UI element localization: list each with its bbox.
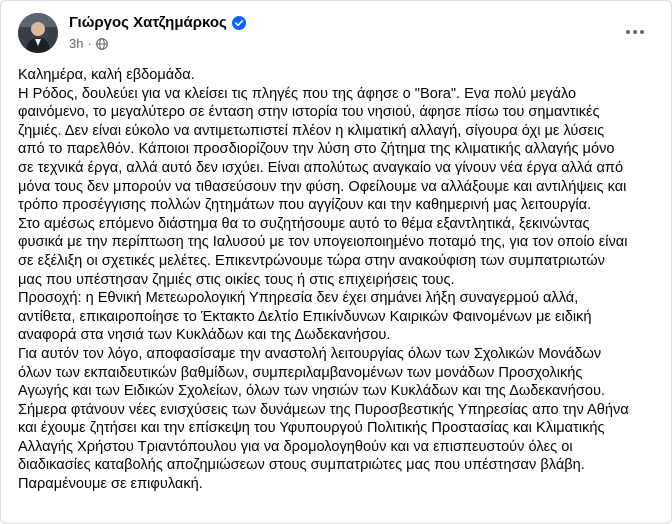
globe-icon[interactable]	[96, 38, 108, 50]
post-line: όλων των εκπαιδευτικών βαθμίδων, συμπεριλαμβανομένων των μονάδων Προσχολικής	[18, 364, 583, 381]
post-line: από το παρελθόν. Κάποιοι προσδιορίζουν την λύση στο ζήτημα της κλιματικής αλλαγής μόνο	[18, 141, 615, 158]
post-line: Αγωγής και των Ειδικών Σχολείων, όλων των νησιών των Κυκλάδων και της Δωδεκανήσου.	[18, 383, 605, 400]
more-horizontal-icon	[625, 29, 645, 35]
post-line: Στο αμέσως επόμενο διάστημα θα το συζητήσουμε αυτό το θέμα εξαντλητικά, ξεκινώντας	[18, 215, 590, 232]
post-line: και έχουμε ζητήσει και την επίσκεψη του Υφυπουργού Πολιτικής Προστασίας και Κλιματικής	[18, 420, 605, 437]
post-line: τρόπο προσέγγισης πολλών ζητημάτων που αγγίζουν και την καθημερινή μας λειτουργία.	[18, 197, 592, 214]
post-message	[18, 66, 666, 494]
post-line: αντίθετα, επικαιροποίησε το Έκτακτο Δελτίο Επικίνδυνων Καιρικών Φαινομένων με ειδική	[18, 308, 592, 325]
more-options-button[interactable]	[620, 17, 650, 47]
verified-badge-icon	[232, 16, 246, 30]
post-line: Καλημέρα, καλή εβδομάδα.	[18, 67, 195, 83]
author-name[interactable]: Γιώργος Χατζημάρκος	[69, 14, 227, 31]
post-line: ζημιές. Δεν είναι εύκολο να αντιμετωπιστεί πλέον η κλιματική αλλαγή, σίγουρα όχι με λύσεις	[18, 122, 605, 139]
post-line: Η Ρόδος, δουλεύει για να κλείσει τις πληγές που της άφησε ο "Bora". Ενα πολύ μεγάλο	[18, 85, 577, 102]
post-line: αναφορά στα νησιά των Κυκλάδων και της Δωδεκανήσου.	[18, 327, 391, 344]
post-line: Προσοχή: η Εθνική Μετεωρολογική Υπηρεσία δεν έχει σημάνει λήξη συναγερμού αλλά,	[18, 290, 579, 307]
post-line: σε τεχνικά έργα, αλλά αυτό δεν ισχύει. Είναι απολύτως αναγκαίο να γίνουν νέα έργα αλλά από	[18, 159, 624, 176]
avatar[interactable]	[18, 13, 58, 53]
author-row	[69, 14, 246, 31]
post-line: μόνα τους δεν μπορούν να τιθασεύσουν την φύση. Οφείλουμε να αλλάξουμε και αντιλήψεις και	[18, 178, 627, 195]
post-line: διαδικασίες καταβολής αποζημιώσεων στους συμπατριώτες μας που υπέστησαν βλάβη.	[18, 457, 585, 474]
profile-photo-icon	[18, 13, 58, 53]
post-meta	[69, 36, 108, 51]
meta-separator: ·	[87, 36, 92, 51]
post-line: Αλλαγής Χρήστου Τριαντόπουλου για να δρομολογηθούν και να επισπευστούν όλες οι	[18, 438, 573, 455]
post-header	[18, 13, 658, 57]
post-line: σε εξέλιξη οι σχετικές μελέτες. Επικεντρώνουμε τώρα στην ανακούφιση των συμπατριωτών	[18, 252, 605, 269]
post-line: Παραμένουμε σε επιφυλακή.	[18, 476, 203, 493]
post-timestamp[interactable]: 3h	[69, 36, 84, 51]
post-line: μας που υπέστησαν ζημιές στις οικίες τους ή στις επιχειρήσεις τους.	[18, 271, 455, 288]
post-line: Σήμερα φτάνουν νέες ενισχύσεις των δυνάμεων της Πυροσβεστικής Υπηρεσίας απο την Αθήνα	[18, 401, 629, 418]
post-line: Για αυτόν τον λόγο, αποφασίσαμε την αναστολή λειτουργίας όλων των Σχολικών Μονάδων	[18, 345, 602, 362]
post-line: φυσικά με την περίπτωση της Ιαλυσού με τον υπογειοποιημένο ποταμό της, για τον οποίο είναι	[18, 234, 628, 251]
post-line: φαινόμενο, το μεγαλύτερο σε ένταση στην ιστορία του νησιού, άφησε πίσω του σημαντικές	[18, 104, 600, 121]
